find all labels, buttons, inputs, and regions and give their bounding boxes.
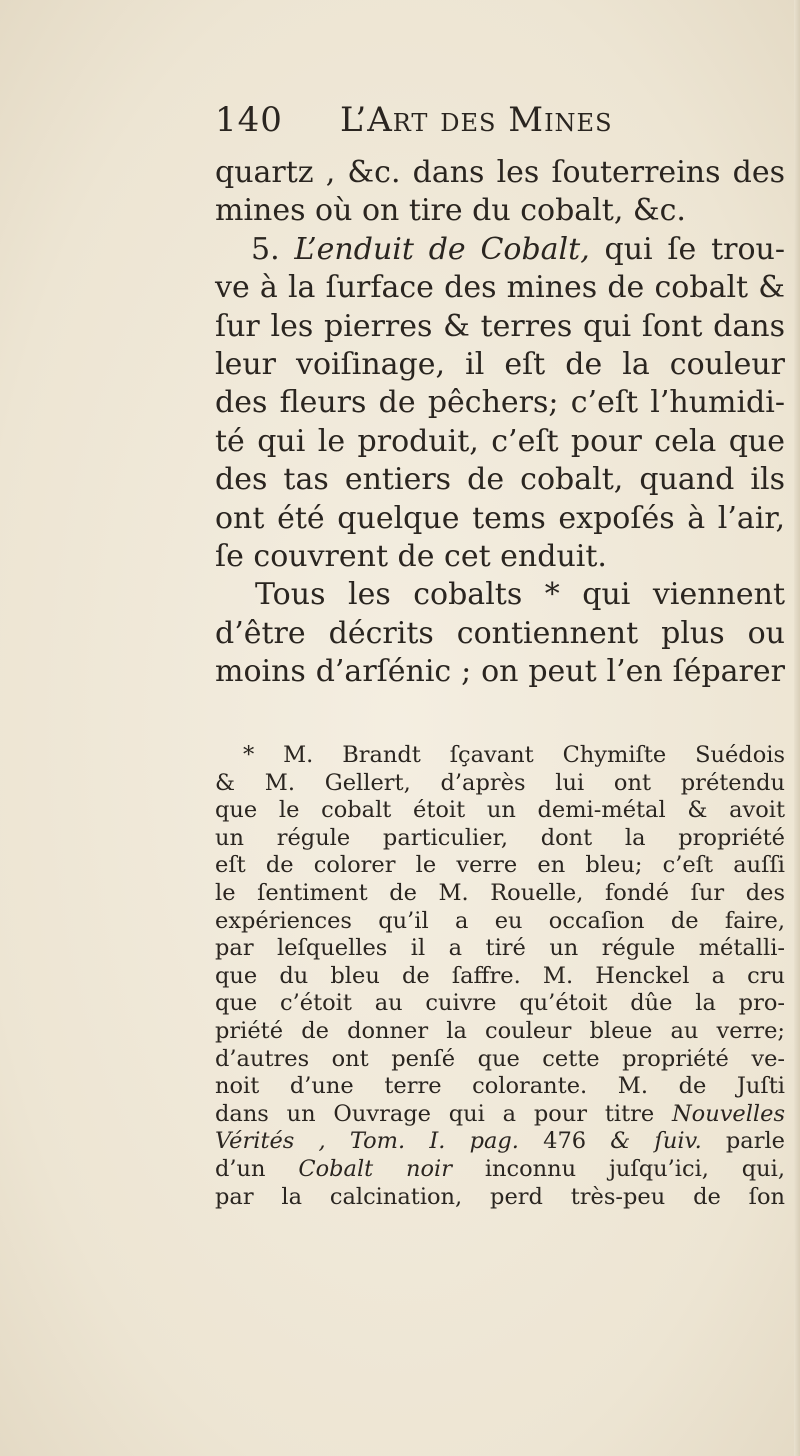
footnote-line: que du bleu de ſaffre. M. Henckel a cru <box>215 962 785 989</box>
text-line: ſur les pierres & terres qui ſont dans <box>215 308 785 344</box>
footnote-line: le ſentiment de M. Rouelle, fondé ſur des <box>215 879 785 906</box>
footnote-line: que le cobalt étoit un demi-métal & avoit <box>215 797 785 824</box>
footnote-line: * M. Brandt ſçavant Chymiſte Suédois <box>243 742 785 768</box>
page-number: 140 <box>215 100 283 140</box>
text-fragment: dans un Ouvrage qui a pour titre <box>215 1100 655 1127</box>
footnote-line: un régule particulier, dont la propriété <box>215 824 785 851</box>
footnote-line: & M. Gellert, d’après lui ont prétendu <box>215 769 785 796</box>
text-line: d’être décrits contiennent plus ou <box>215 615 785 651</box>
footnote-line: priété de donner la couleur bleue au verre; <box>215 1017 785 1044</box>
footnote-line <box>215 1128 785 1156</box>
footnote-line: que c’étoit au cuivre qu’étoit dûe la pro- <box>215 990 785 1017</box>
footnote-line: d’autres ont penſé que cette propriété ve- <box>215 1045 785 1072</box>
text-line <box>215 231 785 269</box>
text-fragment: d’un <box>215 1155 266 1182</box>
footnote-line: expériences qu’il a eu occaſion de faire, <box>215 907 785 934</box>
book-suiv: & ſuiv. <box>610 1128 702 1155</box>
running-title: L’Art des Mines <box>340 100 613 140</box>
text-line: té qui le produit, c’eſt pour cela que <box>215 423 785 459</box>
page-header <box>215 100 785 150</box>
cobalt-noir: Cobalt noir <box>298 1155 452 1182</box>
item-number: 5. <box>251 231 280 267</box>
book-page: 476 <box>543 1128 587 1155</box>
text-line: leur voiſinage, il eſt de la couleur <box>215 346 785 382</box>
text-line: quartz , &c. dans les ſouterreins des <box>215 155 785 190</box>
footnote-line: par la calcination, perd très-peu de ſon <box>215 1183 785 1210</box>
footnote-line <box>215 1156 785 1184</box>
text-fragment: qui ſe trou- <box>604 231 785 267</box>
text-line: ont été quelque tems expoſés à l’air, <box>215 500 785 536</box>
footnote-line: par leſquelles il a tiré un régule métalli- <box>215 935 785 962</box>
text-line: mines où on tire du cobalt, &c. <box>215 193 686 229</box>
text-line: ſe couvrent de cet enduit. <box>215 538 607 574</box>
book-title-cont: Vérités , Tom. I. pag. <box>215 1128 519 1155</box>
text-line: Tous les cobalts * qui viennent <box>255 577 785 613</box>
footnote-line <box>215 1101 785 1129</box>
footnote <box>215 742 785 1211</box>
footnote-line: eſt de colorer le verre en bleu; c’eſt auſſi <box>215 852 785 879</box>
footnote-line: noit d’une terre colorante. M. de Juſti <box>215 1073 785 1100</box>
page-edge <box>794 0 800 1456</box>
item-heading: L’enduit de Cobalt, <box>294 231 590 267</box>
text-line: moins d’arſénic ; on peut l’en ſéparer <box>215 654 785 690</box>
text-fragment: parle <box>725 1128 785 1155</box>
text-line: des tas entiers de cobalt, quand ils <box>215 462 785 498</box>
text-line: des fleurs de pêchers; c’eſt l’humidi- <box>215 385 785 421</box>
text-line: ve à la ſurface des mines de cobalt & <box>215 270 785 306</box>
book-title: Nouvelles <box>671 1100 785 1127</box>
main-text <box>215 154 785 691</box>
text-fragment: inconnu juſqu’ici, qui, <box>484 1155 785 1182</box>
